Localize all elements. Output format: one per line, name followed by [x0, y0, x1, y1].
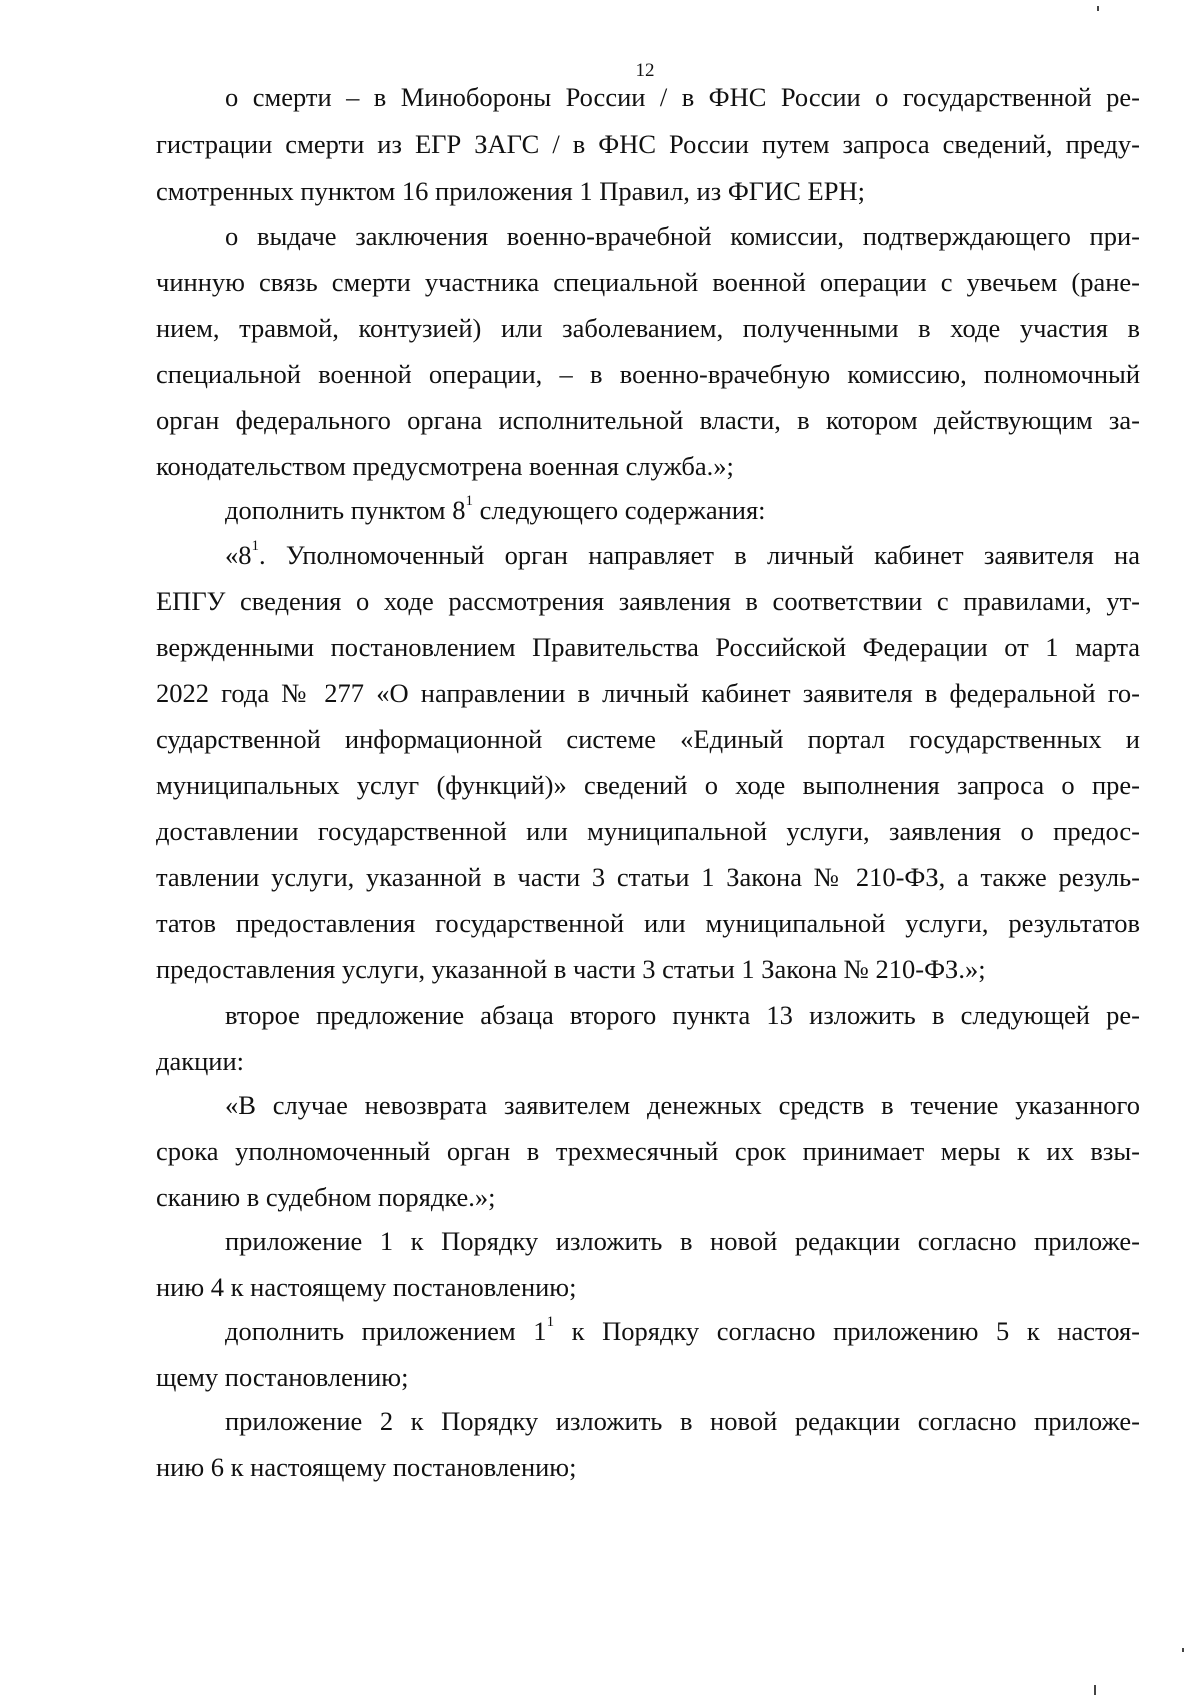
- text-line: «В случае невозврата заявителем денежных средств в течение указанного: [225, 1090, 1140, 1120]
- text-line: нию 4 к настоящему постановлению;: [156, 1272, 577, 1302]
- superscript-number: 1: [465, 493, 473, 510]
- text-line: ЕПГУ сведения о ходе рассмотрения заявления в соответствии с правилами, ут-: [156, 586, 1140, 616]
- text-line: приложение 2 к Порядку изложить в новой редакции согласно приложе-: [225, 1406, 1140, 1436]
- text-line: 2022 года № 277 «О направлении в личный кабинет заявителя в федеральной го-: [156, 678, 1140, 708]
- text-line: [225, 1311, 1140, 1351]
- text-line: щему постановлению;: [156, 1362, 409, 1392]
- text-line: чинную связь смерти участника специальной военной операции с увечьем (ране-: [156, 267, 1140, 297]
- text-line: срока уполномоченный орган в трехмесячный срок принимает меры к их взы-: [156, 1136, 1140, 1166]
- text-line: гистрации смерти из ЕГР ЗАГС / в ФНС России путем запроса сведений, преду-: [156, 129, 1140, 159]
- line-text: . Уполномоченный орган направляет в личный кабинет заявителя на: [259, 540, 1140, 570]
- line-text: к Порядку согласно приложению 5 к настоя-: [554, 1316, 1140, 1346]
- scan-speck: [1182, 1648, 1184, 1652]
- superscript-number: 1: [546, 1314, 555, 1331]
- text-line: сканию в судебном порядке.»;: [156, 1182, 496, 1212]
- scan-speck: [1094, 1685, 1096, 1695]
- text-line: нию 6 к настоящему постановлению;: [156, 1452, 577, 1482]
- text-line: смотренных пунктом 16 приложения 1 Правил, из ФГИС ЕРН;: [156, 176, 865, 206]
- text-line: нием, травмой, контузией) или заболеванием, полученными в ходе участия в: [156, 313, 1140, 343]
- text-line: конодательством предусмотрена военная служба.»;: [156, 451, 734, 481]
- text-line: дакции:: [156, 1046, 245, 1076]
- page-number: 12: [635, 60, 655, 81]
- text-line: доставлении государственной или муниципальной услуги, заявления о предос-: [156, 816, 1140, 846]
- line-text: дополнить приложением 1: [225, 1316, 547, 1346]
- line-text: «8: [225, 540, 252, 570]
- text-line: муниципальных услуг (функций)» сведений о ходе выполнения запроса о пре-: [156, 770, 1140, 800]
- superscript-number: 1: [251, 538, 259, 555]
- text-line: тавлении услуги, указанной в части 3 статьи 1 Закона № 210-ФЗ, а также резуль-: [156, 862, 1140, 892]
- text-line: о смерти – в Минобороны России / в ФНС России о государственной ре-: [225, 82, 1140, 112]
- scan-speck: [1097, 6, 1099, 11]
- text-line: о выдаче заключения военно-врачебной комиссии, подтверждающего при-: [225, 221, 1140, 251]
- line-text: дополнить пунктом 8: [225, 495, 466, 525]
- text-line: второе предложение абзаца второго пункта 13 изложить в следующей ре-: [225, 1000, 1140, 1030]
- text-line: специальной военной операции, – в военно-врачебную комиссию, полномочный: [156, 359, 1140, 389]
- text-line: предоставления услуги, указанной в части 3 статьи 1 Закона № 210-ФЗ.»;: [156, 954, 986, 984]
- line-text: следующего содержания:: [472, 495, 766, 525]
- text-line: [225, 535, 1140, 575]
- text-line: татов предоставления государственной или муниципальной услуги, результатов: [156, 908, 1140, 938]
- text-line: сударственной информационной системе «Единый портал государственных и: [156, 724, 1140, 754]
- text-line: орган федерального органа исполнительной власти, в котором действующим за-: [156, 405, 1140, 435]
- text-line: приложение 1 к Порядку изложить в новой редакции согласно приложе-: [225, 1226, 1140, 1256]
- text-line: вержденными постановлением Правительства Российской Федерации от 1 марта: [156, 632, 1140, 662]
- text-line: [225, 490, 1140, 530]
